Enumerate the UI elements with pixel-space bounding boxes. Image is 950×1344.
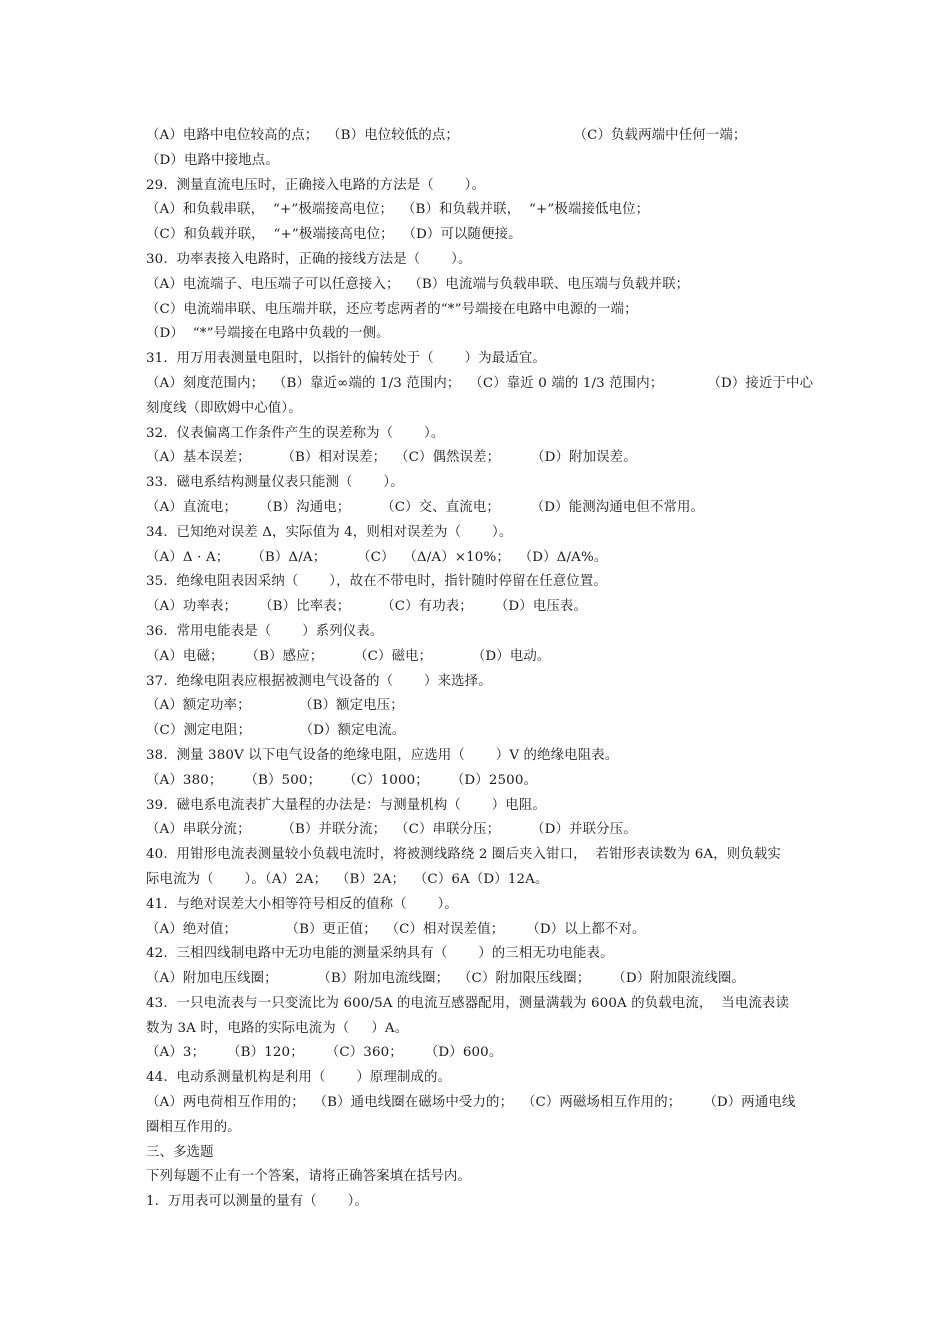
question-41: 41. 与绝对误差大小相等符号相反的值称（ ）。	[146, 896, 458, 912]
text-line: 圈相互作用的。	[146, 1119, 241, 1135]
question-37: 37. 绝缘电阻表应根据被测电气设备的（ ）来选择。	[146, 673, 492, 689]
text-line: （A）串联分流； （B）并联分流； （C）串联分压； （D）并联分压。	[146, 822, 637, 838]
question-29: 29. 测量直流电压时，正确接入电路的方法是（ ）。	[146, 177, 486, 193]
question-32: 32. 仪表偏离工作条件产生的误差称为（ ）。	[146, 425, 445, 441]
text-line: （A）直流电； （B）沟通电； （C）交、直流电； （D）能测沟通电但不常用。	[146, 499, 705, 515]
text-line: （A）3； （B）120； （C）360； （D）600。	[146, 1045, 503, 1061]
text-line: （A）两电荷相互作用的； （B）通电线圈在磁场中受力的； （C）两磁场相互作用的； （D）两通电线	[146, 1095, 796, 1111]
text-line: 数为 3A 时，电路的实际电流为（ ）A。	[146, 1020, 409, 1036]
text-line: （A）电路中电位较高的点； （B）电位较低的点； （C）负载两端中任何一端；	[146, 128, 747, 143]
text-line: （C）电流端串联、电压端并联，还应考虑两者的“*”号端接在电路中电源的一端；	[146, 301, 638, 317]
text-line: 际电流为（ ）。（A）2A； （B）2A； （C）6A（D）12A。	[146, 871, 549, 887]
text-line: （D） “*”号端接在电路中负载的一侧。	[146, 326, 390, 342]
text-line: 刻度线（即欧姆中心值）。	[146, 400, 302, 416]
question-34: 34. 已知绝对误差 Δ，实际值为 4，则相对误差为（ ）。	[146, 524, 513, 540]
question-44: 44. 电动系测量机构是利用（ ）原理制成的。	[146, 1070, 452, 1086]
text-line: （A）刻度范围内； （B）靠近∞端的 1/3 范围内； （C）靠近 0 端的 1/3 范围内； （D）接近于中心	[146, 375, 814, 391]
text-line: （D）电路中接地点。	[146, 152, 279, 168]
text-line: （A）基本误差； （B）相对误差； （C）偶然误差； （D）附加误差。	[146, 450, 637, 466]
text-line: （A）额定功率； （B）额定电压；	[146, 698, 404, 714]
section-instructions: 下列每题不止有一个答案，请将正确答案填在括号内。	[146, 1169, 471, 1185]
question-40: 40. 用钳形电流表测量较小负载电流时，将被测线路绕 2 圈后夹入钳口， 若钳形表读数为 6A，则负载实	[146, 847, 781, 863]
section-heading: 三、多选题	[146, 1144, 214, 1160]
text-line: （C）测定电阻； （D）额定电流。	[146, 723, 406, 739]
question-31: 31. 用万用表测量电阻时，以指针的偏转处于（ ）为最适宜。	[146, 351, 546, 367]
question-43: 43. 一只电流表与一只变流比为 600/5A 的电流互感器配用，测量满载为 600A 的负载电流， 当电流表读	[146, 995, 789, 1011]
text-line: （A）Δ · A； （B）Δ/A； （C） （Δ/A）×10%； （D）Δ/A%。	[146, 549, 608, 565]
question-38: 38. 测量 380V 以下电气设备的绝缘电阻，应选用（ ）V 的绝缘电阻表。	[146, 747, 619, 763]
text-line: （C）和负载并联， “+”极端接高电位； （D）可以随便接。	[146, 227, 522, 243]
text-line: （A）附加电压线圈； （B）附加电流线圈； （C）附加限压线圈； （D）附加限流线圈。	[146, 971, 746, 987]
question-33: 33. 磁电系结构测量仪表只能测（ ）。	[146, 475, 404, 491]
text-line: （A）电磁； （B）感应； （C）磁电； （D）电动。	[146, 648, 551, 664]
text-line: （A）电流端子、电压端子可以任意接入； （B）电流端与负载串联、电压端与负载并联；	[146, 276, 690, 292]
text-line: （A）380； （B）500； （C）1000； （D）2500。	[146, 772, 538, 788]
question-39: 39. 磁电系电流表扩大量程的办法是：与测量机构（ ）电阻。	[146, 797, 546, 813]
question-35: 35. 绝缘电阻表因采纳（ ），故在不带电时，指针随时停留在任意位置。	[146, 574, 607, 590]
question-30: 30. 功率表接入电路时，正确的接线方法是（ ）。	[146, 251, 472, 267]
text-line: （A）和负载串联， “+”极端接高电位； （B）和负载并联， “+”极端接低电位；	[146, 202, 650, 218]
question-36: 36. 常用电能表是（ ）系列仪表。	[146, 623, 384, 639]
question-42: 42. 三相四线制电路中无功电能的测量采纳具有（ ）的三相无功电能表。	[146, 946, 614, 962]
text-line: （A）功率表； （B）比率表； （C）有功表； （D）电压表。	[146, 599, 587, 615]
text-line: （A）绝对值； （B）更正值； （C）相对误差值； （D）以上都不对。	[146, 921, 646, 937]
multi-question-1: 1. 万用表可以测量的量有（ ）。	[146, 1194, 369, 1210]
